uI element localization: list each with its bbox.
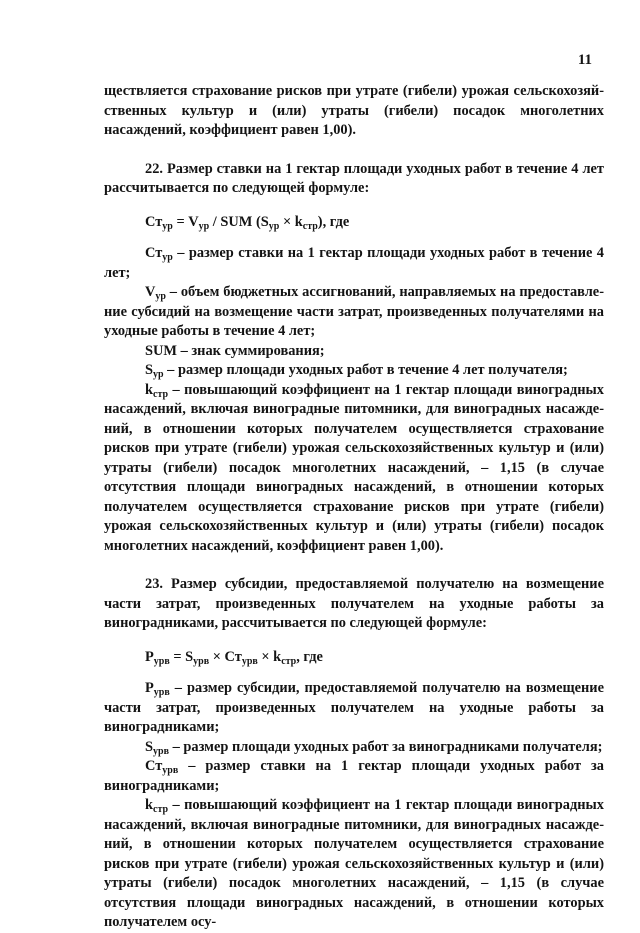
paragraph [104, 82, 604, 141]
subscript: ур [162, 220, 173, 232]
subscript: ур [162, 252, 173, 263]
text-run: Ст [145, 758, 163, 774]
subscript: урв [162, 765, 179, 776]
text-run: / SUM (S [209, 213, 269, 230]
text-run: k [145, 797, 154, 813]
subscript: урв [153, 745, 169, 757]
text-run: Р [145, 648, 154, 665]
text-run: × k [257, 648, 282, 665]
text-run: V [145, 284, 156, 300]
text-run: – размер субсидии, предоставляемой получателю на возмещение части затрат, произведенных получателем на уходные работы за виноградниками; [104, 680, 604, 735]
paragraph [104, 575, 604, 634]
paragraph [104, 796, 604, 933]
subscript: ур [155, 291, 166, 302]
paragraph [104, 283, 604, 342]
paragraph [104, 160, 604, 199]
paragraph [104, 757, 604, 796]
text-run: Ст [145, 245, 163, 261]
text-run: Р [145, 680, 154, 696]
text-run: SUM – знак суммирования; [145, 342, 325, 359]
text-run: – размер ставки на 1 гектар площади уходных работ в течение 4 лет; [104, 245, 604, 281]
text-run: 23. Размер субсидии, предоставляемой получателю на возмещение части затрат, произведенных получателем на уходные работы за виноградниками, рассчитывается по следующей формуле: [104, 576, 604, 631]
subscript: урв [241, 655, 258, 667]
page-number: 11 [577, 52, 592, 68]
subscript: стр [153, 388, 169, 400]
text-run: – размер площади уходных работ за виноградниками получателя; [168, 738, 603, 755]
subscript: урв [193, 655, 210, 667]
subscript: ур [198, 220, 210, 232]
text-run: ), где [317, 213, 350, 230]
subscript: ур [153, 369, 164, 380]
text-run: 22. Размер ставки на 1 гектар площади уходных работ в течение 4 лет рассчитывается по следующей формуле: [104, 160, 604, 196]
paragraph [104, 679, 604, 738]
text-run: Ст [145, 213, 163, 230]
text-run: × k [279, 213, 303, 230]
text-run: – повышающий коэффициент на 1 гектар площади виноградных насаждений, включая виноградные питомники, для виноградных насаждений, в отношении которых получателем осуществляется страхование рисков при утрате (гибели) урожая сельскохозяйственных культур и (или) утраты (гибели) посадок многолетних насаждений, – 1,15 (в случае отсутствия площади виноградных насаждений, в отношении которых получателем осу- [104, 797, 604, 930]
subscript: стр [302, 220, 318, 232]
paragraph [104, 342, 604, 362]
subscript: ур [268, 220, 280, 232]
formula [104, 213, 604, 233]
text-run: ществляется страхование рисков при утрате (гибели) урожая сельскохозяйственных культур и (или) утраты (гибели) посадок многолетних насаждений, коэффициент равен 1,00). [104, 83, 604, 138]
paragraph [104, 738, 604, 758]
subscript: стр [153, 804, 169, 815]
text-run: S [145, 362, 154, 378]
text-run: – повышающий коэффициент на 1 гектар площади виноградных насаждений, включая виноградные питомники, для виноградных насаждений, в отношении которых получателем осуществляется страхование рисков при утрате (гибели) урожая сельскохозяйственных культур и (или) утраты (гибели) посадок многолетних насаждений, – 1,15 (в случае отсутствия площади виноградных насаждений, в отношении которых получателем осуществляется страхование рисков при утрате (гибели) урожая сельскохозяйственных культур и (или) утраты (гибели) посадок многолетних насаждений, коэффициент равен 1,00). [104, 381, 604, 554]
text-run: – размер площади уходных работ в течение 4 лет получателя; [163, 362, 568, 378]
text-run: × Ст [209, 648, 242, 665]
paragraph [104, 244, 604, 283]
text-run: S [145, 738, 154, 755]
text-run: , где [296, 648, 323, 665]
paragraph [104, 361, 604, 381]
document-body [104, 82, 604, 933]
subscript: стр [281, 655, 297, 667]
subscript: урв [153, 655, 170, 667]
text-run: k [145, 381, 154, 398]
text-run: = S [169, 648, 194, 665]
subscript: урв [153, 687, 170, 698]
paragraph [104, 381, 604, 557]
text-run: – объем бюджетных ассигнований, направляемых на предоставление субсидий на возмещение части затрат, произведенных получателями на уходные работы в течение 4 лет; [104, 284, 604, 339]
text-run: – размер ставки на 1 гектар площади уходных работ за виноградниками; [104, 758, 604, 794]
formula [104, 648, 604, 668]
text-run: = V [172, 213, 199, 230]
